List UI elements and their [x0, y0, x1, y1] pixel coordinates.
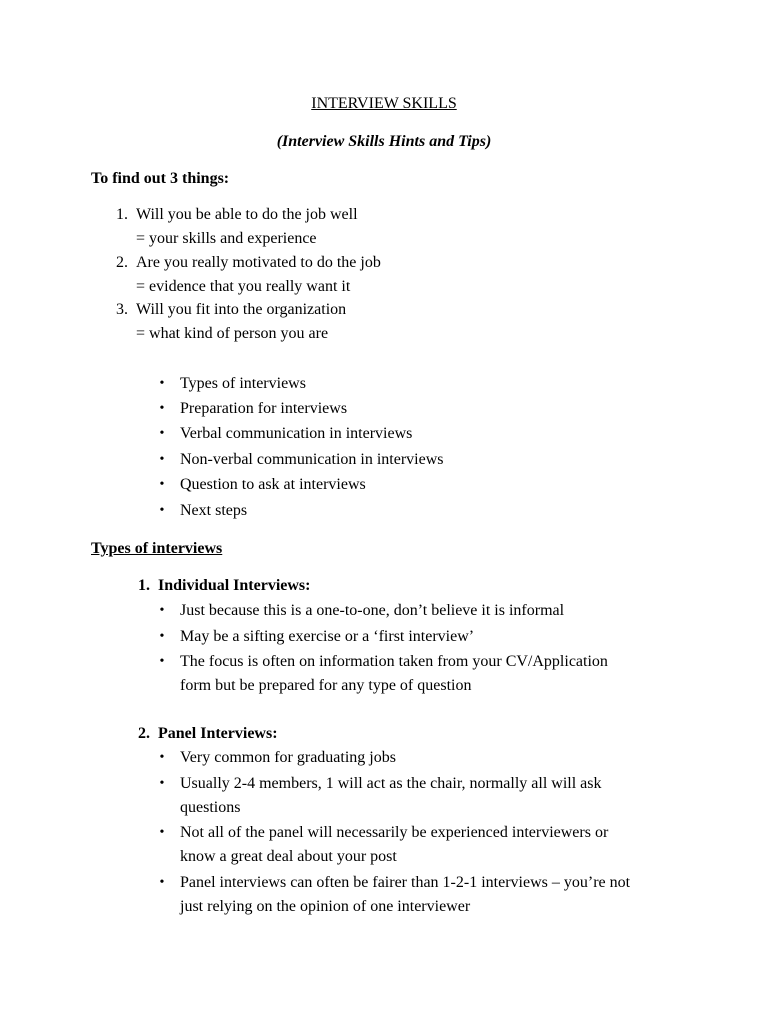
bullet-icon: • — [159, 825, 165, 840]
individual-point: The focus is often on information taken from your CV/Application — [180, 653, 608, 670]
panel-point: Panel interviews can often be fairer than 1-2-1 interviews – you’re not — [180, 874, 631, 891]
bullet-icon: • — [159, 401, 165, 416]
section-heading: Types of interviews — [91, 540, 223, 557]
panel-point-continued: questions — [180, 799, 241, 816]
goal-1-text: Will you be able to do the job well — [136, 206, 358, 223]
individual-point: May be a sifting exercise or a ‘first interview’ — [180, 628, 475, 645]
bullet-icon: • — [159, 776, 165, 791]
panel-number: 2. — [138, 725, 150, 742]
topic-item: Types of interviews — [180, 375, 306, 392]
panel-point: Usually 2-4 members, 1 will act as the chair, normally all will ask — [180, 775, 602, 792]
bullet-icon: • — [159, 477, 165, 492]
goal-3-detail: = what kind of person you are — [136, 325, 329, 342]
individual-point: Just because this is a one-to-one, don’t believe it is informal — [180, 602, 565, 619]
panel-point: Not all of the panel will necessarily be experienced interviewers or — [180, 824, 609, 841]
goal-3-text: Will you fit into the organization — [136, 301, 347, 318]
bullet-icon: • — [159, 603, 165, 618]
document-subtitle: (Interview Skills Hints and Tips) — [276, 133, 492, 150]
individual-point-continued: form but be prepared for any type of question — [180, 677, 472, 694]
intro-heading: To find out 3 things: — [91, 170, 230, 187]
goal-2-detail: = evidence that you really want it — [136, 278, 351, 295]
goal-1-number: 1. — [116, 206, 128, 223]
topic-item: Verbal communication in interviews — [180, 425, 413, 442]
panel-heading: Panel Interviews: — [158, 725, 278, 742]
topic-item: Question to ask at interviews — [180, 476, 366, 493]
bullet-icon: • — [159, 503, 165, 518]
goal-1-detail: = your skills and experience — [136, 230, 317, 247]
panel-point-continued: know a great deal about your post — [180, 848, 397, 865]
document-title: INTERVIEW SKILLS — [311, 95, 457, 112]
topic-item: Preparation for interviews — [180, 400, 348, 417]
panel-point-continued: just relying on the opinion of one interviewer — [180, 898, 471, 915]
bullet-icon: • — [159, 875, 165, 890]
goal-3-number: 3. — [116, 301, 128, 318]
individual-heading: Individual Interviews: — [158, 577, 311, 594]
topic-item: Next steps — [180, 502, 248, 519]
bullet-icon: • — [159, 376, 165, 391]
bullet-icon: • — [159, 750, 165, 765]
bullet-icon: • — [159, 629, 165, 644]
topic-item: Non-verbal communication in interviews — [180, 451, 444, 468]
panel-point: Very common for graduating jobs — [180, 749, 396, 766]
goal-2-number: 2. — [116, 254, 128, 271]
bullet-icon: • — [159, 452, 165, 467]
bullet-icon: • — [159, 426, 165, 441]
bullet-icon: • — [159, 654, 165, 669]
individual-number: 1. — [138, 577, 150, 594]
goal-2-text: Are you really motivated to do the job — [136, 254, 381, 271]
